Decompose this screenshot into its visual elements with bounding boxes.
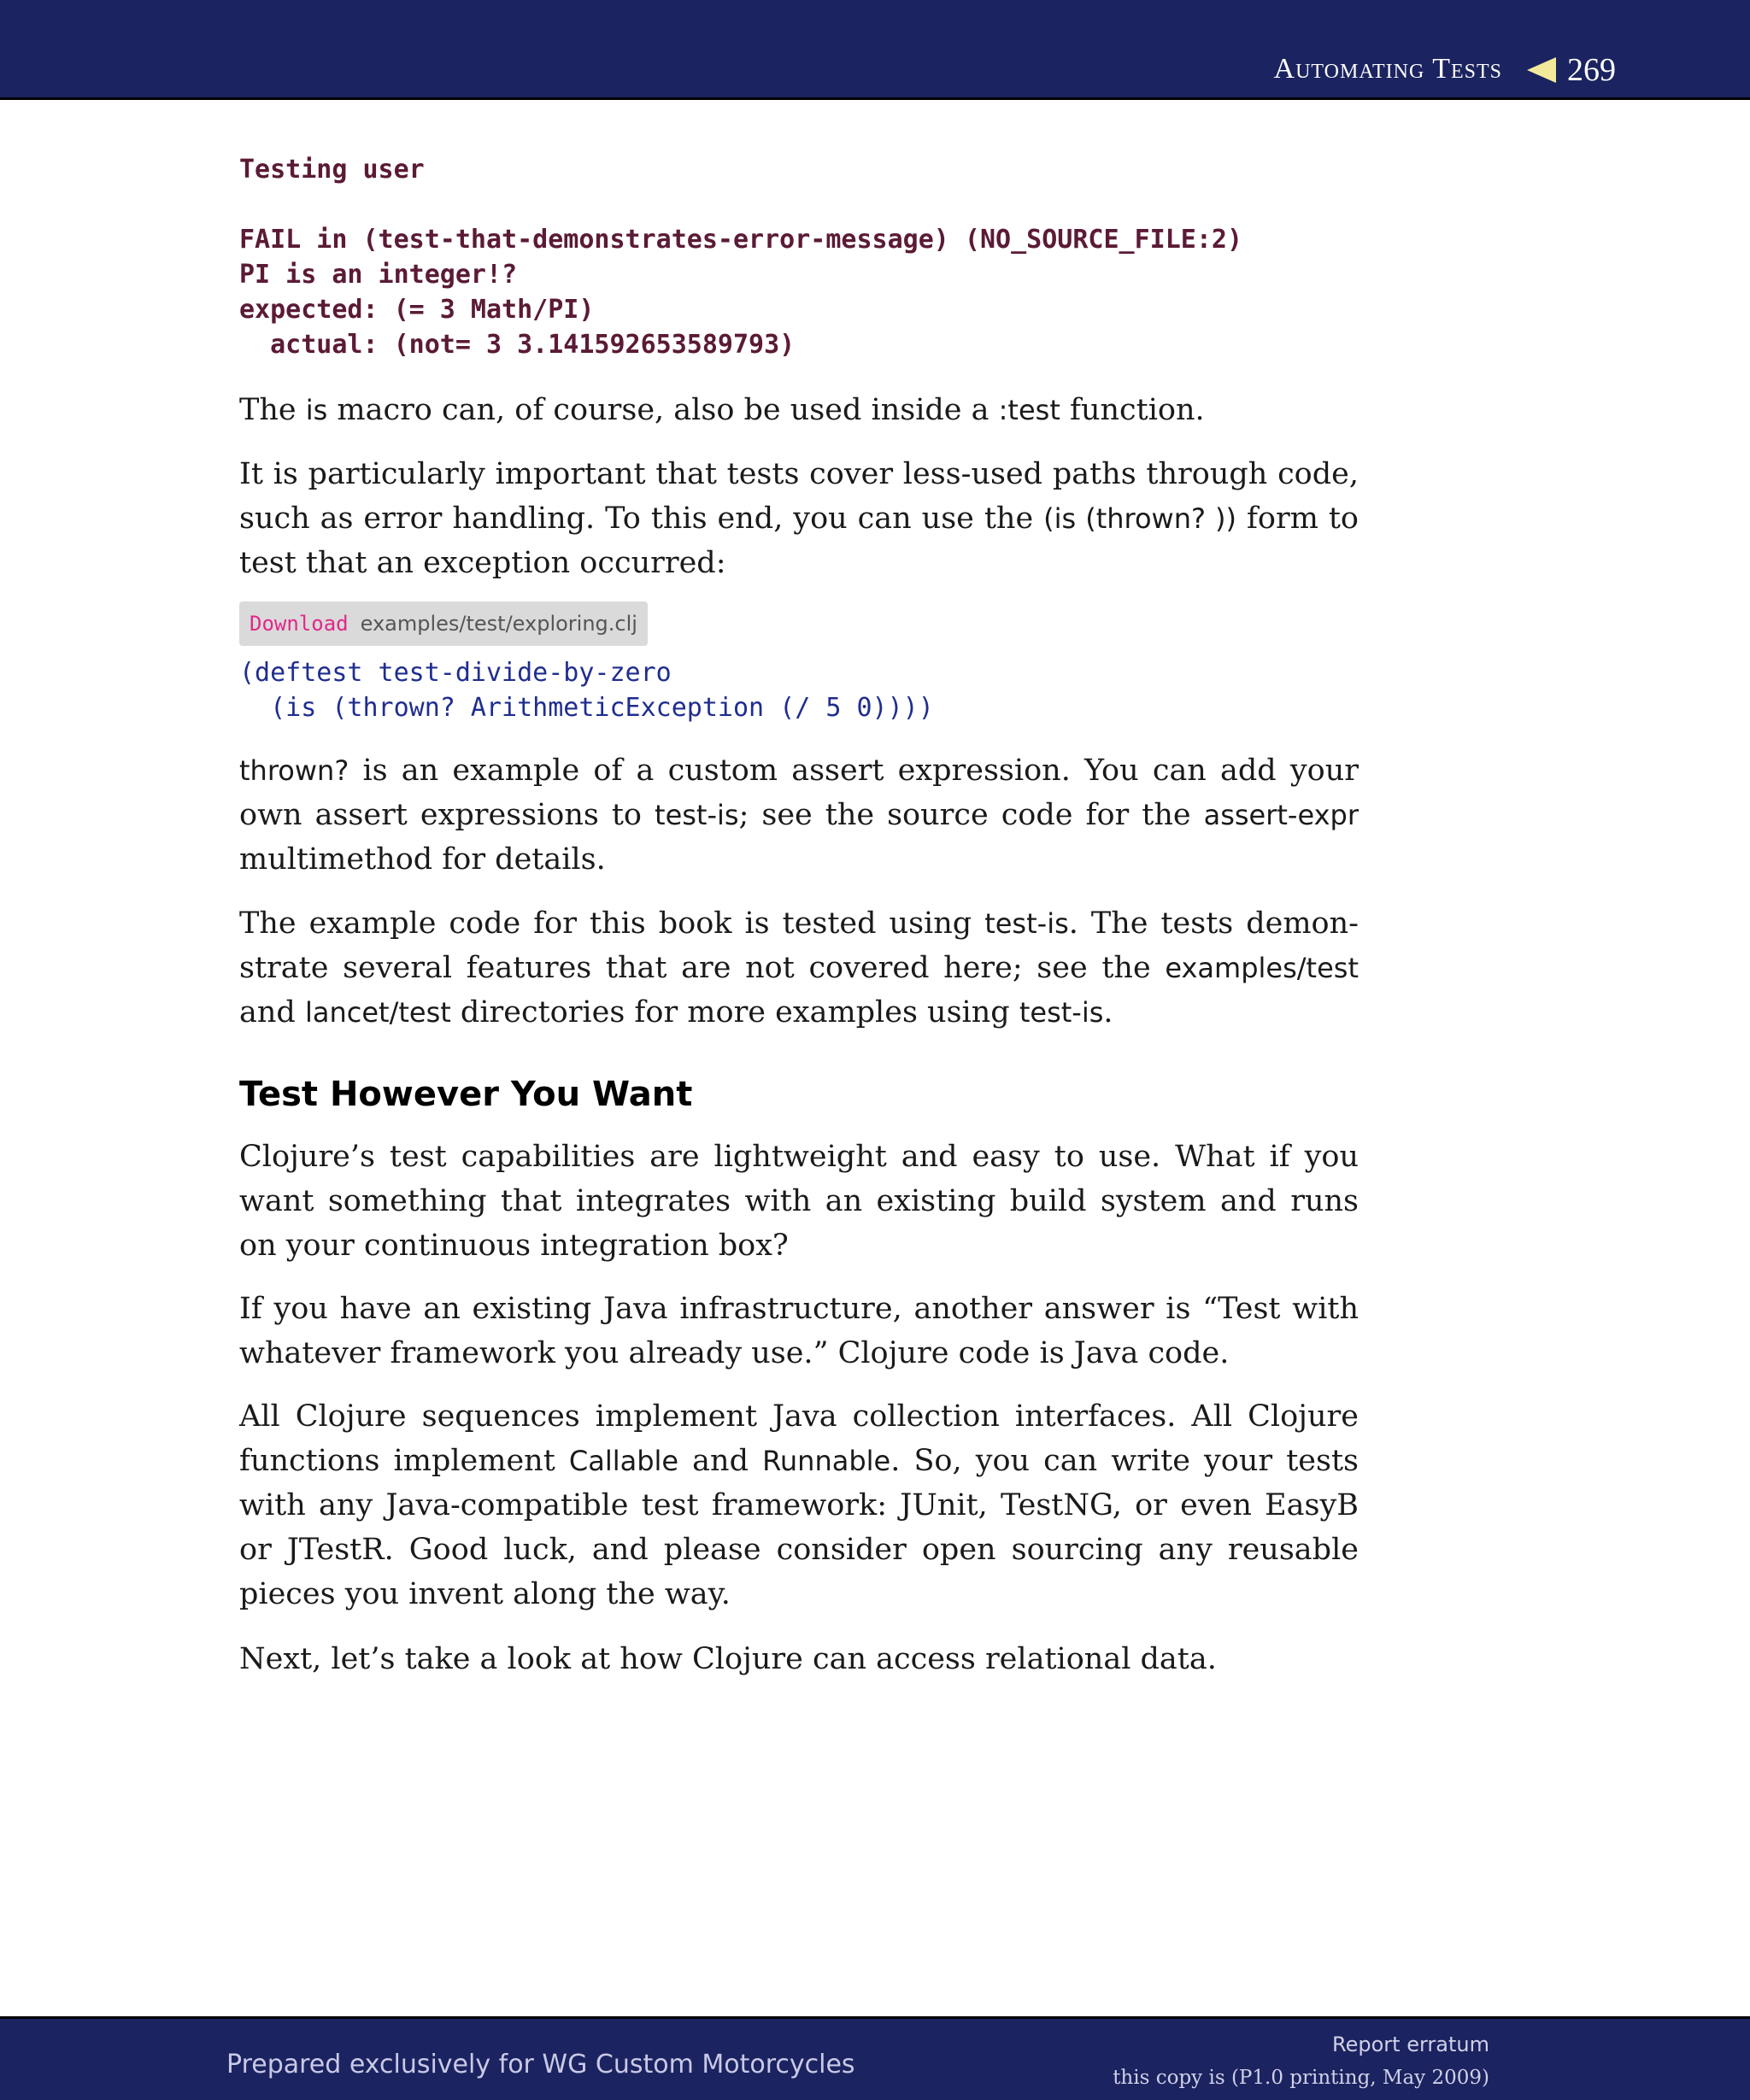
code-listing — [239, 655, 934, 725]
chapter-title: Automating Tests — [1273, 53, 1502, 85]
back-arrow-icon[interactable] — [1527, 57, 1556, 83]
text: The example code for this book is tested using — [239, 906, 985, 941]
inline-code: is — [305, 394, 328, 426]
output-line: actual: (not= 3 3.141592653589793) — [239, 330, 796, 360]
text: and — [678, 1444, 763, 1478]
paragraph-custom-assert — [239, 748, 1359, 882]
download-bar[interactable] — [239, 601, 648, 646]
text: form to test that an exception occurred: — [239, 502, 1359, 580]
inline-code: lancet/test — [304, 996, 451, 1029]
page-number: 269 — [1567, 52, 1616, 88]
output-line: PI is an integer!? — [239, 260, 518, 290]
page-header — [0, 0, 1750, 100]
text: It is particularly important that tests cover less-used paths through code, such as error handling. To this end, you can use the — [239, 457, 1359, 536]
paragraph-java-interfaces — [239, 1394, 1359, 1616]
text: ; see the source code for the — [738, 798, 1204, 832]
test-output-block — [239, 152, 1242, 362]
prepared-for-text: Prepared exclusively for WG Custom Motorcycles — [226, 2050, 855, 2079]
paragraph-error-handling — [239, 452, 1359, 585]
paragraph-test-capabilities: Clojure’s test capabilities are lightweight and easy to use. What if you want something that integrates with an existing build system and runs on your continuous integration box? — [239, 1140, 1359, 1263]
inline-code: :test — [998, 394, 1060, 426]
inline-code: thrown? — [239, 754, 349, 787]
text: . So, you can write your tests with any Java-compatible test framework: JUnit, TestNG, or even EasyB or JTestR. Good luck, and please consider open sourcing any reusable pieces you invent along the way. — [239, 1444, 1359, 1611]
inline-code: Runnable — [762, 1445, 891, 1477]
inline-code: Callable — [568, 1445, 679, 1477]
text: The — [239, 393, 306, 427]
page-footer — [0, 2016, 1750, 2100]
output-line: FAIL in (test-that-demonstrates-error-message) (NO_SOURCE_FILE:2) — [239, 225, 1242, 255]
text: function. — [1060, 393, 1205, 427]
text: and — [239, 995, 305, 1029]
inline-code: (is (thrown? )) — [1043, 502, 1236, 535]
inline-code: test-is — [1019, 996, 1104, 1029]
text: directories for more examples using — [450, 995, 1019, 1029]
inline-code: examples/test — [1165, 952, 1359, 984]
text: is an example of a custom assert expression. You can add your own assert expressions to — [239, 754, 1359, 832]
output-line: Testing user — [239, 155, 425, 185]
inline-code: test-is — [655, 799, 739, 831]
code-line: (deftest test-divide-by-zero — [239, 658, 672, 688]
inline-code: assert-expr — [1203, 799, 1359, 831]
paragraph-is-macro — [239, 388, 1359, 432]
output-line: expected: (= 3 Math/PI) — [239, 295, 595, 325]
code-line: (is (thrown? ArithmeticException (/ 5 0)))) — [239, 693, 934, 723]
paragraph-example-code — [239, 901, 1359, 1035]
section-heading: Test However You Want — [239, 1075, 693, 1114]
text: . The tests demonstrate several features that are not covered here; see the — [239, 906, 1359, 985]
download-file-path: examples/test/exploring.clj — [360, 612, 637, 636]
printing-info: this copy is (P1.0 printing, May 2009) — [1113, 2067, 1489, 2089]
text: multimethod for details. — [239, 842, 606, 877]
text: All Clojure sequences implement Java collection interfaces. All Clojure functions implement — [239, 1399, 1359, 1478]
download-link[interactable]: Download — [250, 612, 349, 636]
paragraph-java-infrastructure: If you have an existing Java infrastructure, another answer is “Test with whatever framework you already use.” Clojure code is Java code. — [239, 1292, 1359, 1370]
report-erratum-link[interactable]: Report erratum — [1332, 2033, 1489, 2056]
text: macro can, of course, also be used inside a — [327, 393, 999, 427]
paragraph-next: Next, let’s take a look at how Clojure can access relational data. — [239, 1642, 1217, 1676]
inline-code: test-is — [984, 907, 1069, 940]
text: . — [1103, 995, 1113, 1029]
